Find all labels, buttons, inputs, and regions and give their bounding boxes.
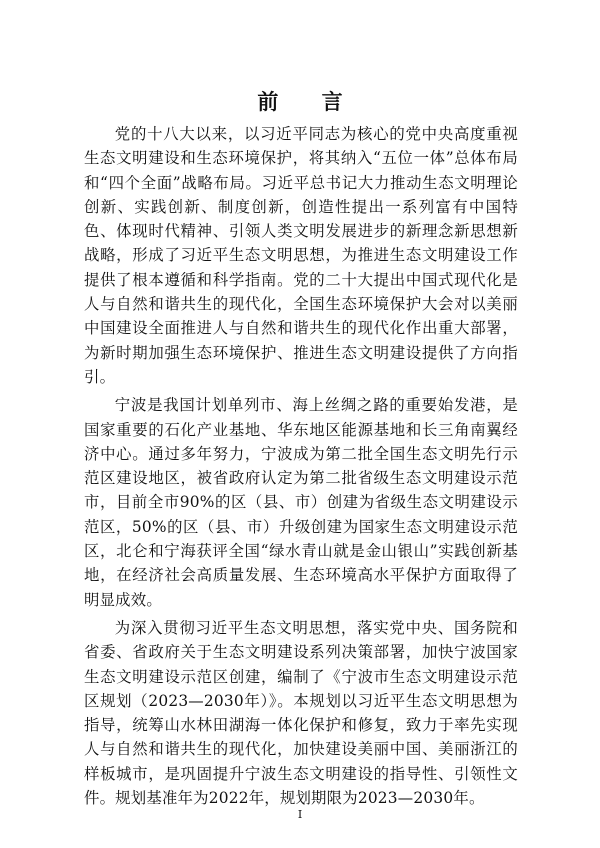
paragraph-1: 党的十八大以来，以习近平同志为核心的党中央高度重视生态文明建设和生态环境保护，将其纳入“五位一体”总体布局和“四个全面”战略布局。习近平总书记大力推动生态文明理论创新、实践创新、制度创新，创造性提出一系列富有中国特色、体现时代精神、引领人类文明发展进步的新理念新思想新战略，形成了习近平生态文明思想，为推进生态文明建设工作提供了根本遵循和科学指南。党的二十大提出中国式现代化是人与自然和谐共生的现代化，全国生态环境保护大会对以美丽中国建设全面推进人与自然和谐共生的现代化作出重大部署，为新时期加强生态环境保护、推进生态文明建设提供了方向指引。 <box>84 125 518 386</box>
body-text <box>84 122 518 814</box>
paragraph-2: 宁波是我国计划单列市、海上丝绸之路的重要始发港，是国家重要的石化产业基地、华东地区能源基地和长三角南翼经济中心。通过多年努力，宁波成为第二批全国生态文明先行示范区建设地区，被省政府认定为第二批省级生态文明建设示范市，目前全市90%的区（县、市）创建为省级生态文明建设示范区，50%的区（县、市）升级创建为国家生态文明建设示范区，北仑和宁海获评全国“绿水青山就是金山银山”实践创新基地，在经济社会高质量发展、生态环境高水平保护方面取得了明显成效。 <box>84 396 518 609</box>
paragraph-3: 为深入贯彻习近平生态文明思想，落实党中央、国务院和省委、省政府关于生态文明建设系列决策部署，加快宁波国家生态文明建设示范区创建，编制了《宁波市生态文明建设示范区规划（2023—2030年）》。本规划以习近平生态文明思想为指导，统筹山水林田湖海一体化保护和修复，致力于率先实现人与自然和谐共生的现代化，加快建设美丽中国、美丽浙江的样板城市，是巩固提升宁波生态文明建设的指导性、引领性文件。规划基准年为2022年，规划期限为2023—2030年。 <box>84 618 518 808</box>
page-title: 前 言 <box>257 89 361 114</box>
page-number: I <box>297 808 303 821</box>
